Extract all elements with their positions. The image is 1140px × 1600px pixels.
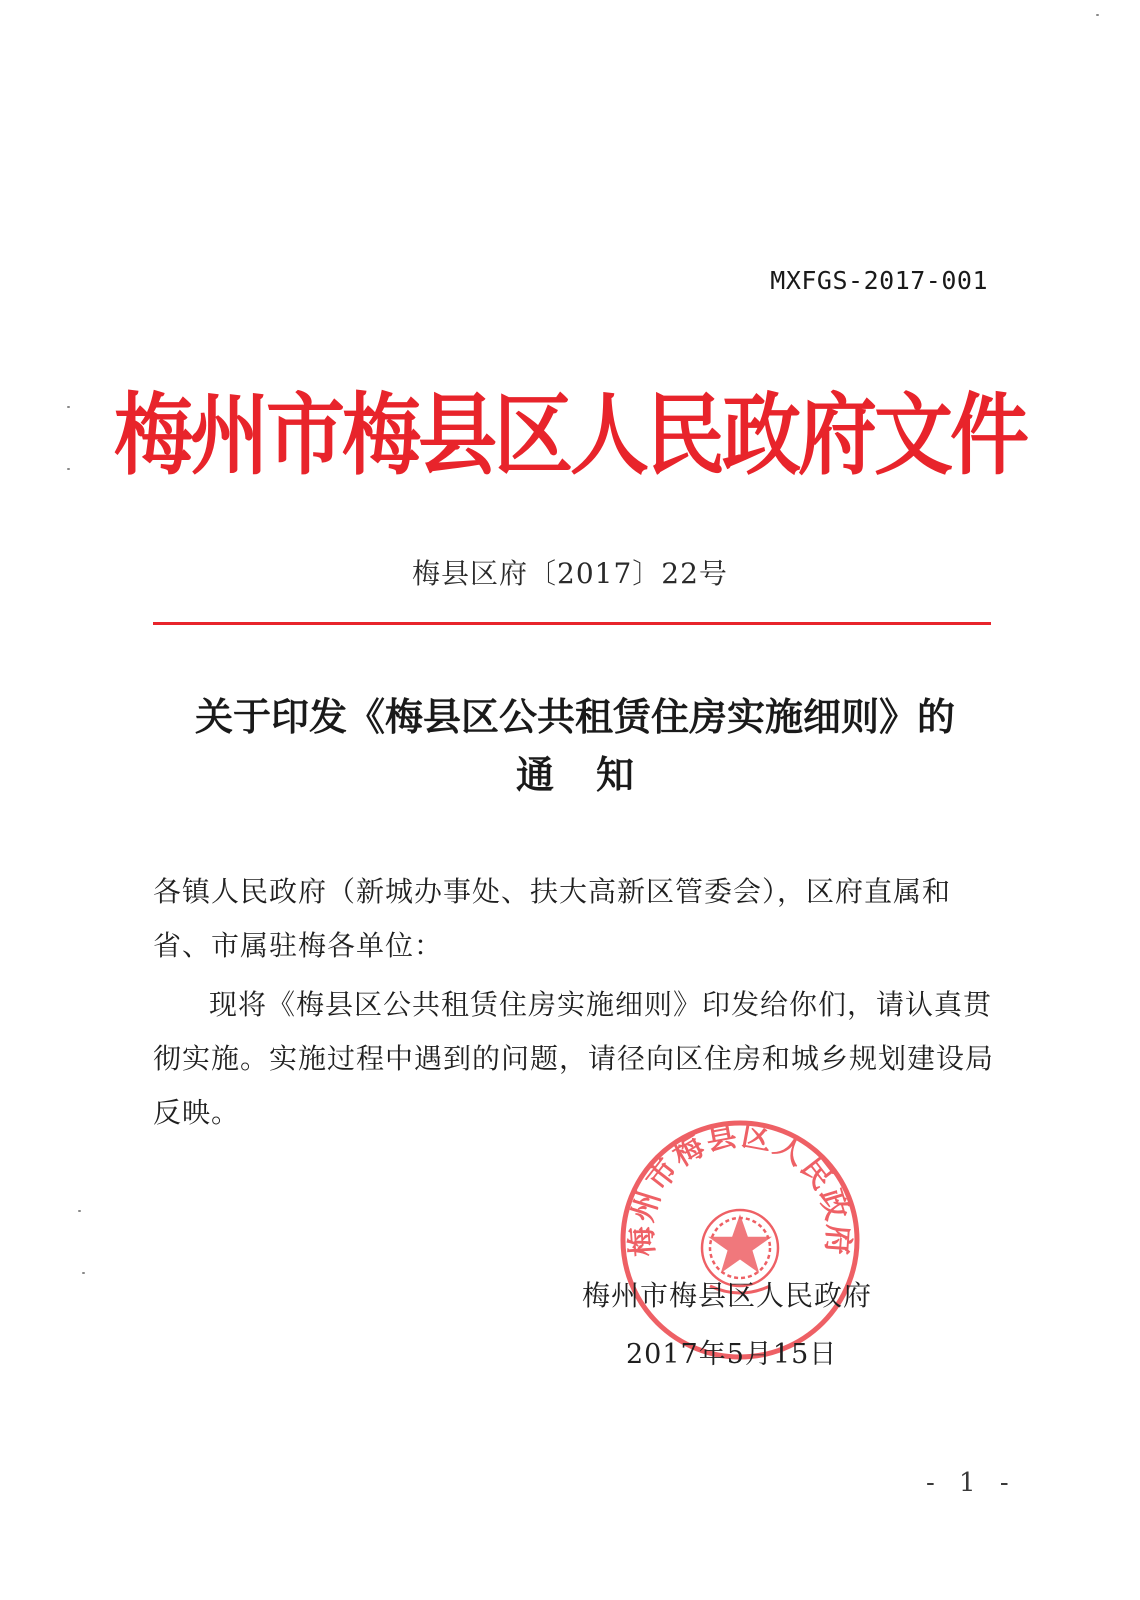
official-seal-stamp — [618, 1118, 862, 1362]
signature-date: 2017年5月15日 — [626, 1339, 838, 1370]
document-code: MXFGS-2017-001 — [770, 266, 988, 295]
notice-title — [150, 688, 1000, 804]
scan-speck — [1096, 14, 1099, 16]
scan-speck — [67, 406, 70, 408]
signature-organization: 梅州市梅县区人民政府 — [582, 1279, 873, 1312]
scan-speck — [67, 468, 70, 470]
page-number: - 1 - — [926, 1468, 1017, 1498]
scan-speck — [78, 1210, 81, 1212]
document-number: 梅县区府〔2017〕22号 — [412, 557, 728, 590]
addressee: 各镇人民政府（新城办事处、扶大高新区管委会），区府直属和省、市属驻梅各单位： — [153, 875, 952, 962]
masthead-title: 梅州市梅县区人民政府文件 — [114, 383, 1026, 488]
notice-title-line2: 通知 — [515, 752, 676, 797]
body-paragraph: 现将《梅县区公共租赁住房实施细则》印发给你们，请认真贯彻实施。实施过程中遇到的问题，请径向区住房和城乡规划建设局反映。 — [153, 988, 995, 1129]
notice-title-line1: 关于印发《梅县区公共租赁住房实施细则》的 — [194, 694, 955, 739]
red-divider-line — [153, 622, 991, 625]
seal-arc-text: 梅州市梅县区人民政府 — [624, 1118, 856, 1258]
scan-speck — [82, 1272, 85, 1274]
